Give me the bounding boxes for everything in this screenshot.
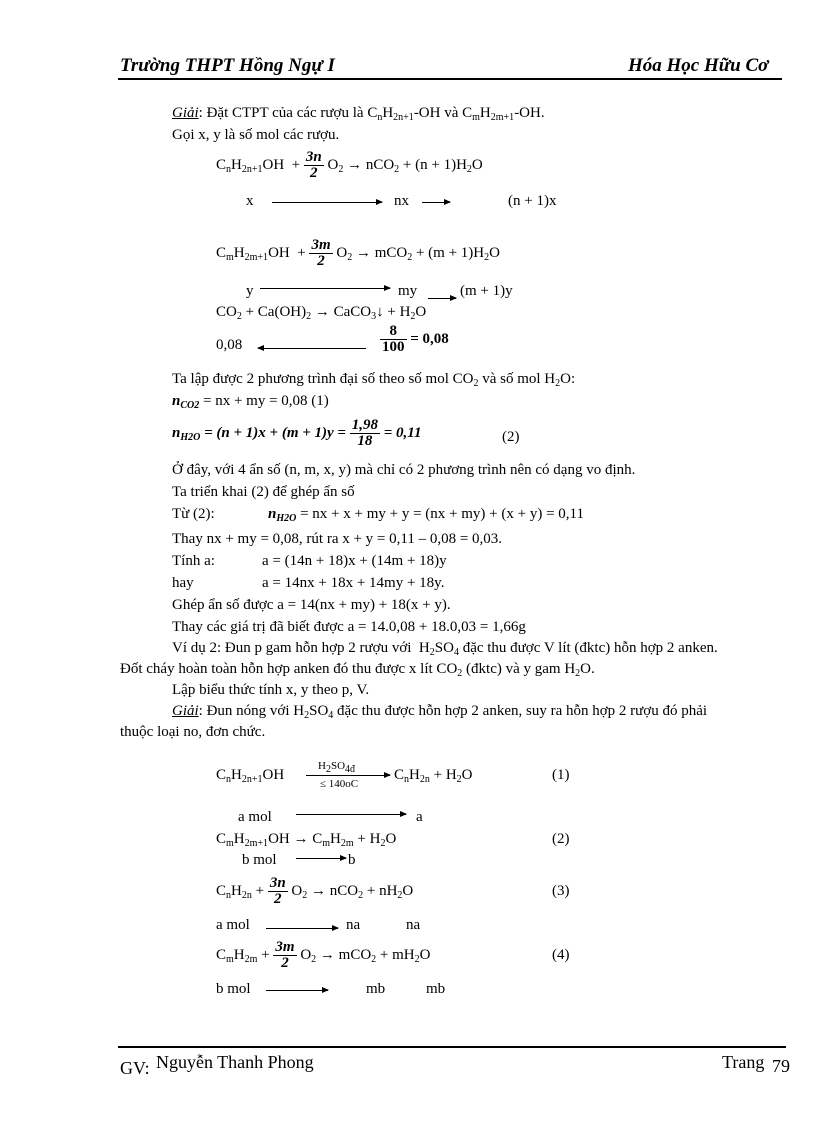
line-goi: Gọi x, y là số mol các rượu. (172, 127, 340, 143)
line-ghep: Ghép ẩn số được a = 14(nx + my) + 18(x + y). (172, 597, 451, 613)
reaction-4: $C_mH_{2m}$ + $\frac{3m}{2}$ $O_2 \to mCO_2 + mH_2O$ (216, 939, 431, 971)
reaction-1-left: $C_nH_{2n+1}OH$ (216, 767, 285, 785)
reaction-2-tag: (2) (552, 831, 570, 847)
line-thuoc-loai: thuộc loại no, đơn chức. (120, 724, 266, 740)
footer-teacher-label: GV: (120, 1058, 150, 1078)
line-thay-gia-tri: Thay các giá trị đã biết được a = 14.0,08 + 18.0,03 = 1,66g (172, 619, 526, 635)
eq2-s-my: my (398, 283, 418, 299)
eq2-s-m1y: (m + 1)y (460, 283, 513, 299)
reaction-1-right: $C_nH_{2n} + H_2O$ (394, 767, 473, 785)
reaction-3-tag: (3) (552, 883, 570, 899)
line-nh2o: $n_{H2O} = (n + 1)x + (m + 1)y$ = $\frac{1,98}{18}$ = 0,11 (172, 417, 422, 449)
header-rule (118, 78, 782, 80)
reaction-3: $C_nH_{2n}$ + $\frac{3n}{2}$ $O_2 \to nCO_2 + nH_2O$ (216, 875, 414, 907)
arrow (422, 202, 450, 203)
r4-s-mb2: mb (426, 981, 446, 997)
arrow-left (258, 348, 366, 349)
reaction-1-cond-bot: ≤ 140oC (320, 778, 359, 790)
line-dot-chay: Đốt cháy hoàn toàn hỗn hợp anken đó thu được x lít $CO_2$ (đktc) và y gam $H_2O$. (120, 661, 595, 679)
line-vi-du-2: Ví dụ 2: Đun p gam hỗn hợp 2 rượu với $H_2SO_4$ đặc thu được V lít (đktc) hỗn hợp 2 anken. (172, 640, 718, 658)
arrow (266, 990, 328, 991)
line-tu-2: $n_{H2O}$ = nx + x + my + y = (nx + my) + (x + y) = 0,11 (268, 506, 584, 524)
line-lap-bieu-thuc: Lập biểu thức tính x, y theo p, V. (172, 682, 370, 698)
reaction-4-tag: (4) (552, 947, 570, 963)
r1-s-a: a (416, 809, 423, 825)
line-nco2: $n_{CO2}$ = nx + my = 0,08 (1) (172, 393, 329, 411)
r1-s-amol: a mol (238, 809, 272, 825)
header-subject: Hóa Học Hữu Cơ (628, 55, 769, 76)
arrow (260, 288, 390, 289)
arrow (296, 814, 406, 815)
line-hay-label: hay (172, 575, 194, 591)
equation-3: $CO_2 + Ca(OH)_2$ → CaCO$_3$↓ + $H_2O$ (216, 304, 427, 322)
arrow (428, 298, 456, 299)
r3-s-amol: a mol (216, 917, 250, 933)
arrow (306, 775, 390, 776)
eq2-s-y: y (246, 283, 254, 299)
equation-2: $C_mH_{2m+1}OH$ + $\frac{3m}{2}$ $O_2 \to mCO_2 + (m + 1)H_2O$ (216, 237, 500, 269)
reaction-2: $C_mH_{2m+1}OH \to C_mH_{2m} + H_2O$ (216, 831, 397, 849)
footer-rule (118, 1046, 786, 1048)
line-o-day: Ở đây, với 4 ẩn số (n, m, x, y) mà chỉ có 2 phương trình nên có dạng vo định. (172, 462, 636, 478)
r2-s-bmol: b mol (242, 852, 277, 868)
eq1-s-n1x: (n + 1)x (508, 193, 557, 209)
line-giai-1: Giải: Đặt CTPT của các rượu là $C_nH_{2n+1}-OH$ và $C_mH_{2m+1}-OH$. (172, 105, 545, 123)
eq1-s-x: x (246, 193, 254, 209)
footer-page-label: Trang (722, 1052, 765, 1072)
header-school: Trường THPT Hồng Ngự I (120, 55, 335, 76)
arrow (296, 858, 346, 859)
arrow (266, 928, 338, 929)
eq3-s-frac: $\frac{8}{100}$ = 0,08 (382, 323, 449, 355)
r3-s-na2: na (406, 917, 421, 933)
line-giai-2: Giải: Đun nóng với $H_2SO_4$ đặc thu được hỗn hợp 2 anken, suy ra hỗn hợp 2 rượu đó phải (172, 703, 708, 721)
reaction-1-cond-top: $H_2SO_{4đ}$ (318, 760, 356, 775)
r2-s-b: b (348, 852, 356, 868)
reaction-1-tag: (1) (552, 767, 570, 783)
r4-s-bmol: b mol (216, 981, 251, 997)
line-tu-2-label: Từ (2): (172, 506, 215, 522)
line-nh2o-tag: (2) (502, 429, 520, 445)
eq1-s-nx: nx (394, 193, 409, 209)
line-thay: Thay nx + my = 0,08, rút ra x + y = 0,11 – 0,08 = 0,03. (172, 531, 503, 547)
footer-teacher: Nguyễn Thanh Phong (156, 1052, 314, 1072)
line-hay: a = 14nx + 18x + 14my + 18y. (262, 575, 445, 591)
line-trien-khai: Ta triển khai (2) để ghép ẩn số (172, 484, 355, 500)
r4-s-mb1: mb (366, 981, 386, 997)
r3-s-na1: na (346, 917, 361, 933)
equation-1: $C_nH_{2n+1}OH$ + $\frac{3n}{2}$ $O_2 \to nCO_2 + (n + 1)H_2O$ (216, 149, 483, 181)
line-tinh-a: a = (14n + 18)x + (14m + 18)y (262, 553, 447, 569)
eq3-s-008: 0,08 (216, 337, 243, 353)
line-tinh-a-label: Tính a: (172, 553, 215, 569)
line-lap-pt: Ta lập được 2 phương trình đại số theo số mol $CO_2$ và số mol $H_2O$: (172, 371, 576, 389)
footer-page-number: 79 (772, 1056, 790, 1076)
arrow (272, 202, 382, 203)
